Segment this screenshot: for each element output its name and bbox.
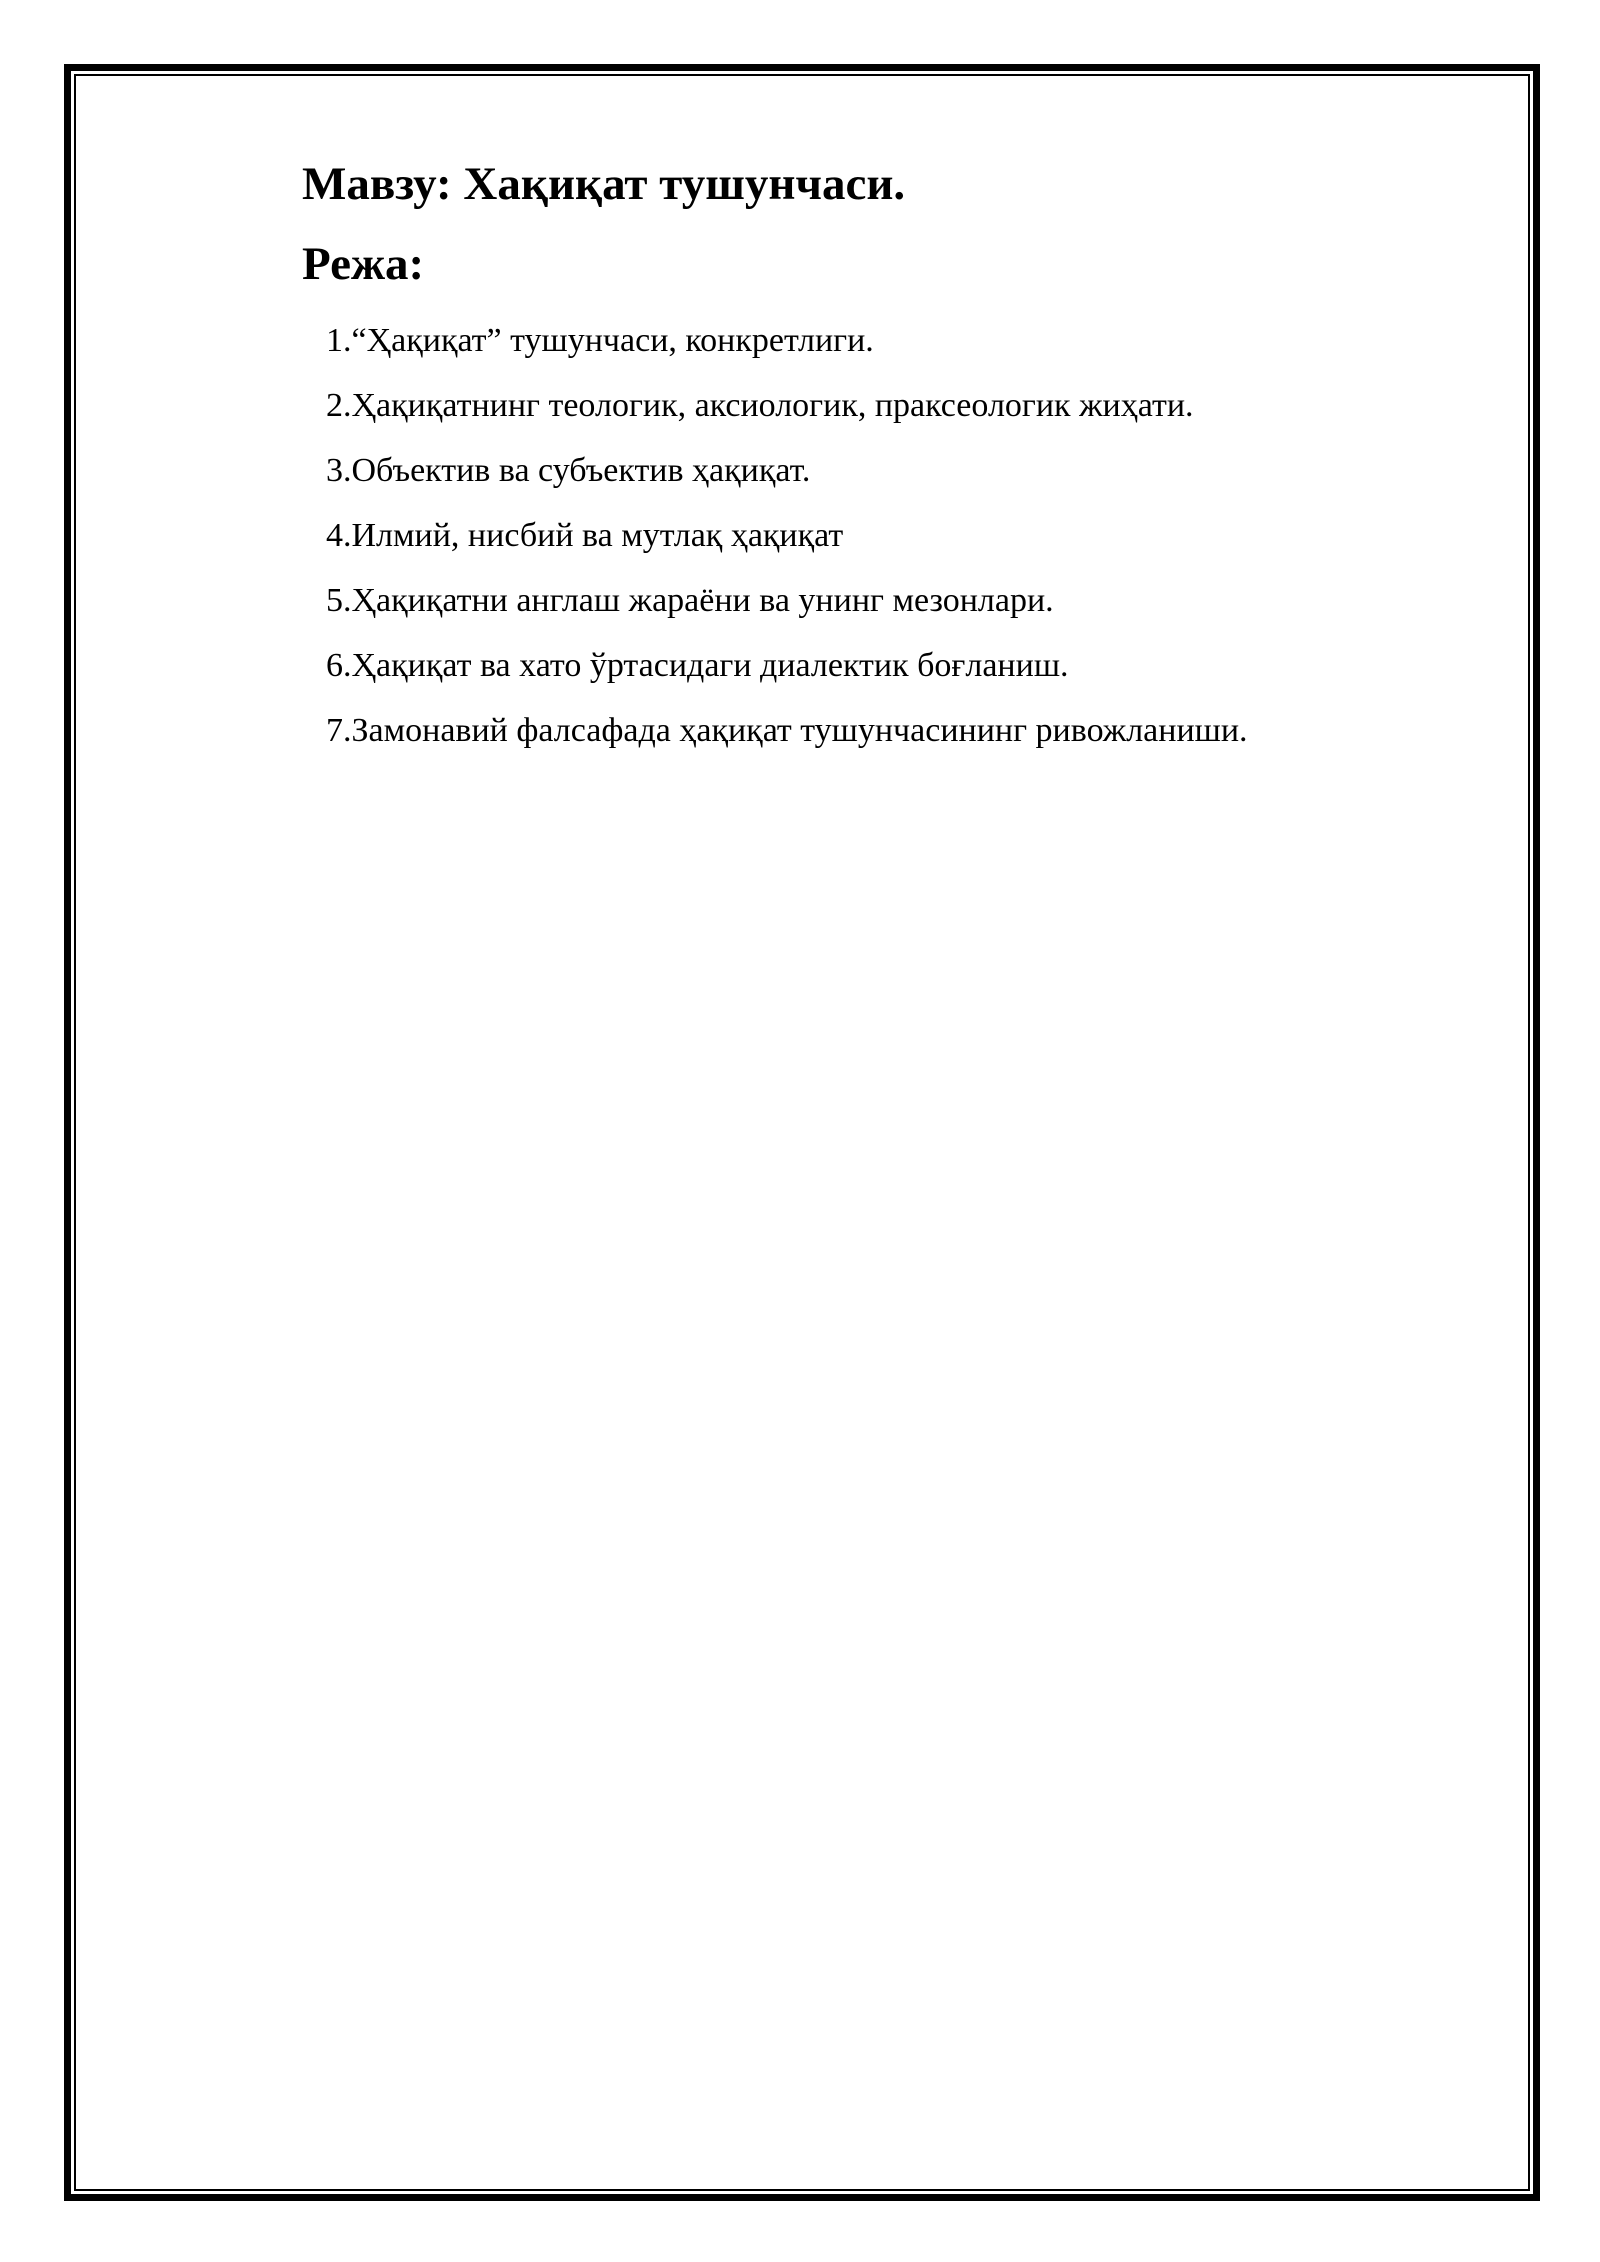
plan-list — [326, 308, 1452, 763]
plan-item: 2.Ҳақиқатнинг теологик, аксиологик, праксеологик жиҳати. — [326, 387, 1194, 424]
plan-item: 5.Ҳақиқатни англаш жараёни ва унинг мезонлари. — [326, 582, 1054, 619]
plan-item: 3.Объектив ва субъектив ҳақиқат. — [326, 452, 811, 489]
plan-item: 6.Ҳақиқат ва хато ўртасидаги диалектик боғланиш. — [326, 647, 1069, 684]
plan-item: 7.Замонавий фалсафада ҳақиқат тушунчасининг ривожланиши. — [326, 712, 1248, 749]
plan-item: 4.Илмий, нисбий ва мутлақ ҳақиқат — [326, 517, 844, 554]
plan-item: 1.“Ҳақиқат” тушунчаси, конкретлиги. — [326, 322, 874, 359]
page-content — [302, 150, 1452, 763]
topic-title: Мавзу: Хақиқат тушунчаси. — [302, 158, 906, 210]
plan-heading: Режа: — [302, 238, 425, 290]
